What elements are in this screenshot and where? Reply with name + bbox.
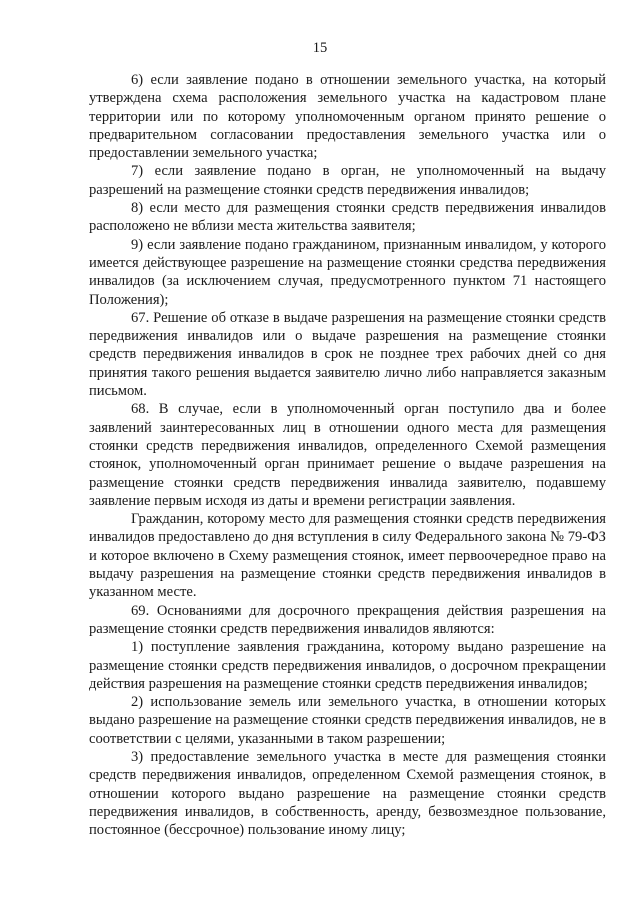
document-body <box>89 71 606 839</box>
paragraph-69-item-1: 1) поступление заявления гражданина, которому выдано разрешение на размещение стоянки средств передвижения инвалидов, о досрочном прекращении действия разрешения на размещение стоянки средств передвижения инвалидов; <box>89 639 606 692</box>
paragraph-item-7: 7) если заявление подано в орган, не уполномоченный на выдачу разрешений на размещение стоянки средств передвижения инвалидов; <box>89 163 606 198</box>
paragraph-item-6: 6) если заявление подано в отношении земельного участка, на который утверждена схема расположения земельного участка на кадастровом плане территории или по которому уполномоченным органом принято решение о предварительном согласовании предоставления земельного участка или о предоставлении земельного участка; <box>89 72 606 162</box>
paragraph-68-citizen: Гражданин, которому место для размещения стоянки средств передвижения инвалидов предоставлено до дня вступления в силу Федерального закона № 79-ФЗ и которое включено в Схему размещения стоянок, имеет первоочередное право на выдачу разрешения на размещение стоянки средств передвижения инвалидов в указанном месте. <box>89 511 606 601</box>
paragraph-item-9: 9) если заявление подано гражданином, признанным инвалидом, у которого имеется действующее разрешение на размещение стоянки средства передвижения инвалидов (за исключением случая, предусмотренного пунктом 71 настоящего Положения); <box>89 236 606 308</box>
paragraph-67: 67. Решение об отказе в выдаче разрешения на размещение стоянки средств передвижения инвалидов или о выдаче разрешения на размещение стоянки средств передвижения инвалидов в срок не позднее трех рабочих дней со дня принятия такого решения выдается заявителю лично либо направляется заказным письмом. <box>89 309 606 400</box>
paragraph-item-8: 8) если место для размещения стоянки средств передвижения инвалидов расположено не вблизи места жительства заявителя; <box>89 200 606 235</box>
paragraph-69: 69. Основаниями для досрочного прекращения действия разрешения на размещение стоянки средств передвижения инвалидов являются: <box>89 602 606 637</box>
paragraph-68: 68. В случае, если в уполномоченный орган поступило два и более заявлений заинтересованных лиц в отношении одного места для размещения стоянки средств передвижения инвалидов, определенного Схемой размещения стоянок, уполномоченный орган принимает решение о выдаче разрешения на размещение стоянки средств передвижения инвалида заявителю, подавшему заявление первым исходя из даты и времени регистрации заявления. <box>89 401 606 509</box>
paragraph-69-item-3: 3) предоставление земельного участка в месте для размещения стоянки средств передвижения инвалидов, определенном Схемой размещения стоянок, в отношении которого выдано разрешение на размещение стоянки средств передвижения инвалидов, в собственность, аренду, безвозмездное пользование, постоянное (бессрочное) пользование иному лицу; <box>89 748 606 839</box>
paragraph-69-item-2: 2) использование земель или земельного участка, в отношении которых выдано разрешение на размещение стоянки средств передвижения инвалидов, не в соответствии с целями, указанными в таком разрешении; <box>89 694 606 747</box>
page-number: 15 <box>312 40 328 56</box>
